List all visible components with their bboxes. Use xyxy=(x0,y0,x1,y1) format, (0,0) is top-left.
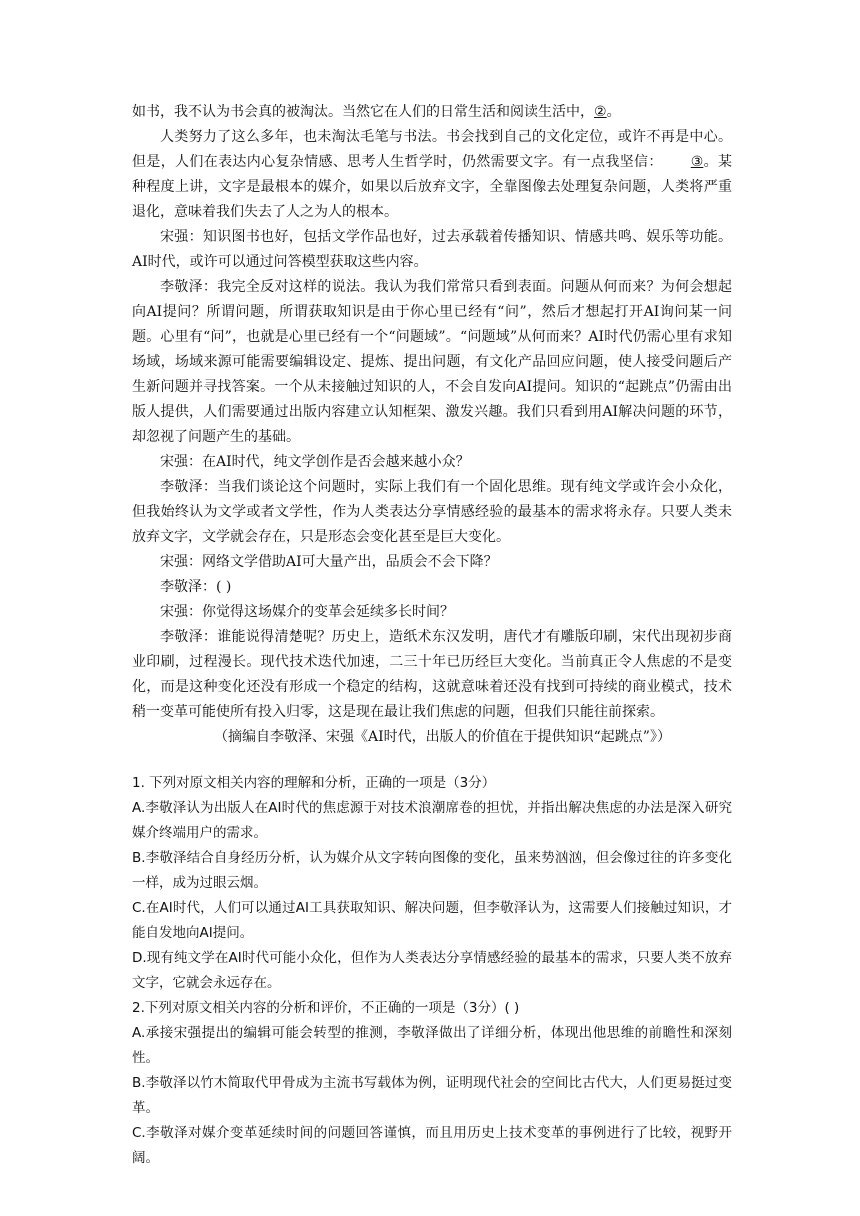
questions xyxy=(132,771,732,1171)
paragraph-text: 。 xyxy=(606,104,621,120)
article-paragraph: 李敬泽：当我们谈论这个问题时，实际上我们有一个固化思维。现有纯文学或许会小众化，但我始终认为文学或者文学性，作为人类表达分享情感经验的最基本的需求将永存。只要人类未放弃文字，文学就会存在，只是形态会变化甚至是巨大变化。 xyxy=(132,479,732,545)
answer-option: A.承接宋强提出的编辑可能会转型的推测，李敬泽做出了详细分析，体现出他思维的前瞻性和深刻性。 xyxy=(132,1025,732,1066)
section-gap xyxy=(132,750,732,771)
answer-option: C.李敬泽对媒介变革延续时间的问题回答谨慎，而且用历史上技术变革的事例进行了比较，视野开阔。 xyxy=(132,1125,732,1166)
article-paragraph: 宋强：知识图书也好，包括文学作品也好，过去承载着传播知识、情感共鸣、娱乐等功能。AI时代，或许可以通过问答模型获取这些内容。 xyxy=(132,229,732,270)
article-paragraph: 宋强：在AI时代，纯文学创作是否会越来越小众？ xyxy=(160,454,470,470)
question-stem: 2.下列对原文相关内容的分析和评价，不正确的一项是（3分）( ) xyxy=(132,1000,520,1016)
article xyxy=(132,100,732,750)
fill-in-blank-3: ③ xyxy=(690,154,704,170)
question-stem: 1. 下列对原文相关内容的理解和分析，正确的一项是（3分） xyxy=(132,775,496,791)
article-paragraph: 宋强：网络文学借助AI可大量产出，品质会不会下降？ xyxy=(160,554,498,570)
paragraph-text: 如书，我不认为书会真的被淘汰。当然它在人们的日常生活和阅读生活中， xyxy=(132,104,594,120)
answer-option: C.在AI时代，人们可以通过AI工具获取知识、解决问题，但李敬泽认为，这需要人们接触过知识，才能自发地向AI提问。 xyxy=(132,900,732,941)
article-paragraph: 李敬泽：我完全反对这样的说法。我认为我们常常只看到表面。问题从何而来？为何会想起向AI提问？所谓问题，所谓获取知识是由于你心里已经有“问”，然后才想起打开AI询问某一问题。心里有“问”，也就是心里已经有一个“问题域”。“问题域”从何而来？AI时代仍需心里有求知场域，场域来源可能需要编辑设定、提炼、提出问题，有文化产品回应问题，使人接受问题后产生新问题并寻找答案。一个从未接触过知识的人，不会自发向AI提问。知识的“起跳点”仍需由出版人提供，人们需要通过出版内容建立认知框架、激发兴趣。我们只看到用AI解决问题的环节，却忽视了问题产生的基础。 xyxy=(132,279,732,445)
article-paragraph: 李敬泽：谁能说得清楚呢？历史上，造纸术东汉发明，唐代才有雕版印刷，宋代出现初步商业印刷，过程漫长。现代技术迭代加速，二三十年已历经巨大变化。当前真正令人焦虑的不是变化，而是这种变化还没有形成一个稳定的结构，这就意味着还没有找到可持续的商业模式，技术稍一变革可能使所有投入归零，这是现在最让我们焦虑的问题，但我们只能往前探索。 xyxy=(132,629,732,720)
answer-option: A.李敬泽认为出版人在AI时代的焦虑源于对技术浪潮席卷的担忧，并指出解决焦虑的办法是深入研究媒介终端用户的需求。 xyxy=(132,800,732,841)
article-paragraph: 李敬泽：( ) xyxy=(160,579,232,595)
article-paragraph: 宋强：你觉得这场媒介的变革会延续多长时间？ xyxy=(160,604,454,620)
paragraph-text: 。某种程度上讲，文字是最根本的媒介，如果以后放弃文字，全靠图像去处理复杂问题，人类将严重退化，意味着我们失去了人之为人的根本。 xyxy=(132,154,733,220)
article-paragraph xyxy=(132,100,732,125)
source-caption: （摘编自李敬泽、宋强《AI时代，出版人的价值在于提供知识“起跳点”》） xyxy=(214,729,671,745)
answer-option: D.现有纯文学在AI时代可能小众化，但作为人类表达分享情感经验的最基本的需求，只要人类不放弃文字，它就会永远存在。 xyxy=(132,950,732,991)
fill-in-blank-2: ② xyxy=(594,104,607,120)
answer-option: B.李敬泽以竹木简取代甲骨成为主流书写载体为例，证明现代社会的空间比古代大，人们更易挺过变革。 xyxy=(132,1075,732,1116)
answer-option: B.李敬泽结合自身经历分析，认为媒介从文字转向图像的变化，虽来势汹汹，但会像过往的许多变化一样，成为过眼云烟。 xyxy=(132,850,732,891)
article-paragraph xyxy=(132,125,732,225)
paragraph-text: 人类努力了这么多年，也未淘汰毛笔与书法。书会找到自己的文化定位，或许不再是中心。但是，人们在表达内心复杂情感、思考人生哲学时，仍然需要文字。有一点我坚信： xyxy=(132,129,732,170)
